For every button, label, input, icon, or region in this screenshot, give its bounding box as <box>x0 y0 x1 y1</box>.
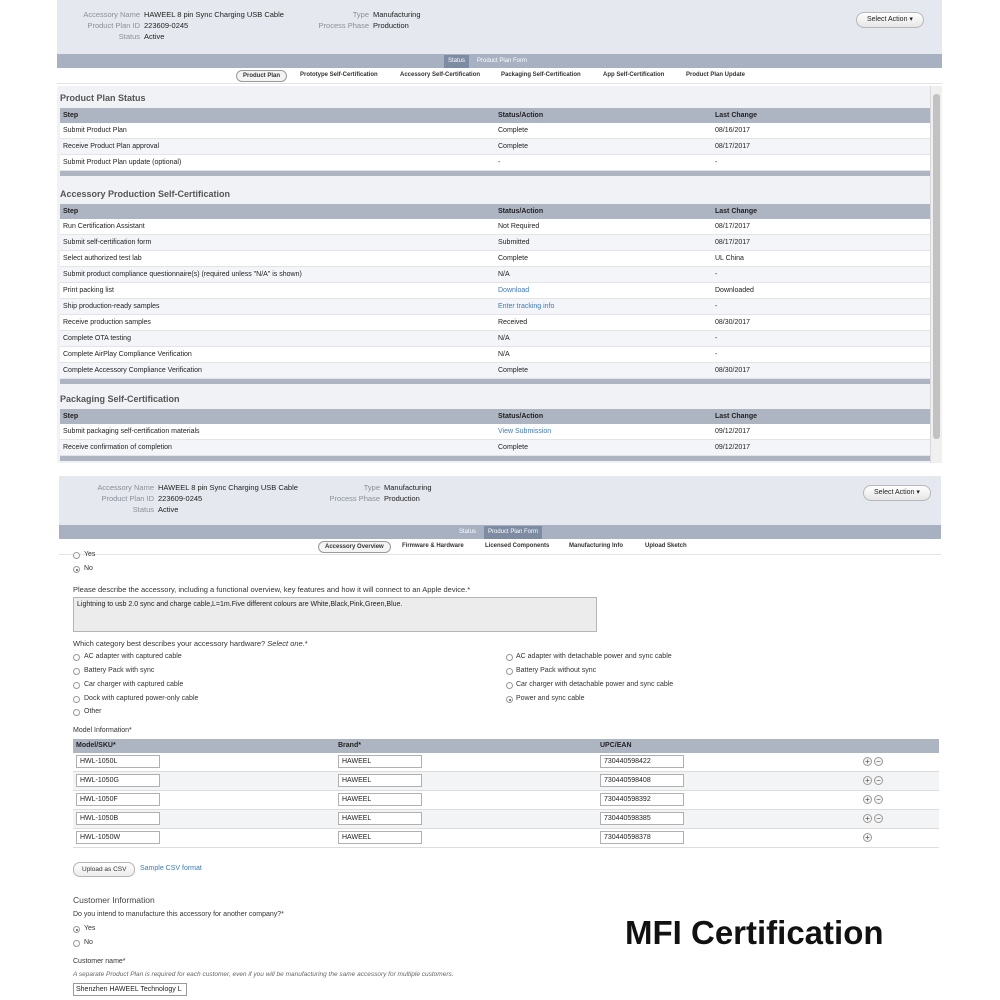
describe-textarea[interactable]: Lightning to usb 2.0 sync and charge cable,L=1m.Five different colours are White,Black,Pink,Green,Blue. <box>73 597 597 632</box>
brand-input[interactable]: HAWEEL <box>338 793 422 806</box>
table-row <box>73 772 939 791</box>
accessory-name-label: Accessory Name <box>83 10 140 19</box>
radio-category[interactable] <box>73 696 80 703</box>
section-title-production: Accessory Production Self-Certification <box>60 189 231 199</box>
subnav-product-plan[interactable]: Product Plan <box>236 70 287 82</box>
plus-icon[interactable]: + <box>863 757 872 766</box>
status-panel <box>57 0 942 463</box>
model-sku-input[interactable]: HWL-1050F <box>76 793 160 806</box>
model-sku-input[interactable]: HWL-1050G <box>76 774 160 787</box>
status-label: Status <box>132 505 154 514</box>
tab-status[interactable]: Status <box>444 55 469 68</box>
section-title-packaging: Packaging Self-Certification <box>60 394 180 404</box>
table-row: Ship production-ready samples Enter tracking info - <box>60 299 930 315</box>
type-value: Manufacturing <box>384 483 432 492</box>
subnav-licensed[interactable]: Licensed Components <box>485 543 550 549</box>
accessory-name-label: Accessory Name <box>97 483 154 492</box>
plan-id-label: Product Plan ID <box>87 21 140 30</box>
plus-icon[interactable]: + <box>863 776 872 785</box>
type-label: Type <box>363 483 380 492</box>
subnav <box>59 539 941 555</box>
table-row <box>73 829 939 848</box>
tab-status[interactable]: Status <box>459 529 477 535</box>
radio-category[interactable] <box>73 654 80 661</box>
tab-bar <box>59 525 941 539</box>
table-header: Model/SKU* Brand* UPC/EAN <box>73 739 939 753</box>
table-row <box>73 810 939 829</box>
brand-input[interactable]: HAWEEL <box>338 755 422 768</box>
customer-name-label: Customer name* <box>73 958 126 965</box>
minus-icon[interactable]: − <box>874 757 883 766</box>
table-row: Submit product compliance questionnaire(s) (required unless "N/A" is shown) N/A - <box>60 267 930 283</box>
accessory-name: HAWEEL 8 pin Sync Charging USB Cable <box>158 483 298 492</box>
scroll-thumb[interactable] <box>933 94 940 439</box>
radio-category[interactable] <box>506 668 513 675</box>
radio-category[interactable] <box>506 682 513 689</box>
table-row <box>73 791 939 810</box>
plus-icon[interactable]: + <box>863 833 872 842</box>
table-header: Step Status/Action Last Change <box>60 108 930 123</box>
model-sku-input[interactable]: HWL-1050W <box>76 831 160 844</box>
subnav-accessory[interactable]: Accessory Self-Certification <box>400 72 481 78</box>
table-row: Receive confirmation of completion Complete 09/12/2017 <box>60 440 930 456</box>
radio-category-selected[interactable] <box>506 696 513 703</box>
minus-icon[interactable]: − <box>874 814 883 823</box>
select-action-button[interactable]: Select Action ▾ <box>863 485 931 501</box>
table-row: Print packing list Download Downloaded <box>60 283 930 299</box>
table-row: Complete Accessory Compliance Verification Complete 08/30/2017 <box>60 363 930 379</box>
upc-input[interactable]: 730440598408 <box>600 774 684 787</box>
upload-csv-button[interactable]: Upload as CSV <box>73 862 135 877</box>
table-row: Submit self-certification form Submitted 08/17/2017 <box>60 235 930 251</box>
table-row: Submit Product Plan update (optional) - - <box>60 155 930 171</box>
product-plan-table <box>60 108 930 176</box>
table-row: Submit Product Plan Complete 08/16/2017 <box>60 123 930 139</box>
radio-no[interactable] <box>73 566 80 573</box>
phase-label: Process Phase <box>318 21 369 30</box>
plan-id: 223609-0245 <box>158 494 203 503</box>
radio-category[interactable] <box>73 668 80 675</box>
upc-input[interactable]: 730440598392 <box>600 793 684 806</box>
phase-value: Production <box>384 494 420 503</box>
select-action-button[interactable]: Select Action ▾ <box>856 12 924 28</box>
radio-category[interactable] <box>73 682 80 689</box>
brand-input[interactable]: HAWEEL <box>338 812 422 825</box>
subnav-app[interactable]: App Self-Certification <box>603 72 665 78</box>
status-value: Active <box>158 505 179 514</box>
status-content <box>57 86 930 463</box>
model-info-label: Model Information* <box>73 727 132 734</box>
type-label: Type <box>352 10 369 19</box>
tab-product-plan-form[interactable]: Product Plan Form <box>477 58 528 64</box>
table-header: Step Status/Action Last Change <box>60 204 930 219</box>
plan-id-label: Product Plan ID <box>101 494 154 503</box>
view-submission-link[interactable]: View Submission <box>498 428 552 435</box>
form-content: Yes No Please describe the accessory, including a functional overview, key features and how it will connect to an Apple device.* Lightning to usb 2.0 sync and charge cable,L=1m.Five different colours are White,Black,Pink,Green,Blue. Which category best describes your accessory hardware? Select one.* AC adapter with captured cable Battery Pack with sync Car charger with captured cable Dock with captured power-only cable Other AC adapter with detachable power and sync cable Battery Pack without sync Car charger with detachable power and sync cable Power and sync cable Model Information* Model/SKU* Brand* UPC/EAN HWL-1050L HAWEEL 730440598422 + − HWL-1050G HAWEEL 730440598408 + − HWL-1050F HAWEEL 730440598392 + − HWL-1050B HAWEEL 730440598385 + − HWL-1050W HAWEEL 730440598378 + Upload as CSV Sample CSV format Customer Information Do you intend to manufacture this accessory for another company?* Yes No Customer name* A separate Product Plan is required for each customer, even if you will be manufacturing the same accessory for multiple customers. Shenzhen HAWEEL Technology L <box>59 555 941 1000</box>
customer-question: Do you intend to manufacture this accessory for another company?* <box>73 911 284 918</box>
subnav-upload-sketch[interactable]: Upload Sketch <box>645 543 687 549</box>
plus-icon[interactable]: + <box>863 814 872 823</box>
table-row: Submit packaging self-certification materials View Submission 09/12/2017 <box>60 424 930 440</box>
subnav-firmware[interactable]: Firmware & Hardware <box>402 543 464 549</box>
brand-input[interactable]: HAWEEL <box>338 774 422 787</box>
section-title-product-plan: Product Plan Status <box>60 93 146 103</box>
table-row: Receive production samples Received 08/30/2017 <box>60 315 930 331</box>
accessory-name: HAWEEL 8 pin Sync Charging USB Cable <box>144 10 284 19</box>
packaging-table <box>60 409 930 461</box>
category-question: Which category best describes your accessory hardware? Select one.* <box>73 639 308 648</box>
table-row: Receive Product Plan approval Complete 08/17/2017 <box>60 139 930 155</box>
status-value: Active <box>144 32 165 41</box>
upc-input[interactable]: 730440598422 <box>600 755 684 768</box>
minus-icon[interactable]: − <box>874 795 883 804</box>
upc-input[interactable]: 730440598385 <box>600 812 684 825</box>
watermark-text: MFI Certification <box>625 914 884 951</box>
brand-input[interactable]: HAWEEL <box>338 831 422 844</box>
subnav <box>57 68 942 84</box>
status-scrollbar[interactable] <box>930 86 942 463</box>
download-link[interactable]: Download <box>498 287 530 294</box>
radio-category[interactable] <box>506 654 513 661</box>
production-table <box>60 204 930 384</box>
subnav-accessory-overview[interactable]: Accessory Overview <box>318 541 391 553</box>
tab-product-plan-form[interactable]: Product Plan Form <box>484 526 542 539</box>
minus-icon[interactable]: − <box>874 776 883 785</box>
table-row <box>73 753 939 772</box>
model-sku-input[interactable]: HWL-1050B <box>76 812 160 825</box>
customer-note: A separate Product Plan is required for each customer, even if you will be manufacturing the same accessory for multiple customers. <box>73 971 454 978</box>
describe-question: Please describe the accessory, including a functional overview, key features and how it will connect to an Apple device.* <box>73 585 471 594</box>
subnav-plan-update[interactable]: Product Plan Update <box>686 72 746 78</box>
radio-customer-yes[interactable] <box>73 926 80 933</box>
subnav-prototype[interactable]: Prototype Self-Certification <box>300 72 378 78</box>
tab-bar <box>57 54 942 68</box>
table-row: Run Certification Assistant Not Required 08/17/2017 <box>60 219 930 235</box>
model-sku-input[interactable]: HWL-1050L <box>76 755 160 768</box>
table-row: Complete OTA testing N/A - <box>60 331 930 347</box>
subnav-manufacturing[interactable]: Manufacturing Info <box>569 543 623 549</box>
status-label: Status <box>118 32 140 41</box>
tracking-info-link[interactable]: Enter tracking info <box>498 303 555 310</box>
sample-csv-link[interactable]: Sample CSV format <box>140 865 202 872</box>
customer-info-title: Customer Information <box>73 895 155 905</box>
customer-name-input[interactable]: Shenzhen HAWEEL Technology L <box>73 983 187 996</box>
plus-icon[interactable]: + <box>863 795 872 804</box>
radio-yes[interactable] <box>73 552 80 559</box>
plan-header <box>57 0 942 54</box>
upc-input[interactable]: 730440598378 <box>600 831 684 844</box>
table-row: Select authorized test lab Complete UL China <box>60 251 930 267</box>
type-value: Manufacturing <box>373 10 421 19</box>
plan-header-2 <box>59 476 941 525</box>
phase-value: Production <box>373 21 409 30</box>
phase-label: Process Phase <box>329 494 380 503</box>
radio-category[interactable] <box>73 709 80 716</box>
subnav-packaging[interactable]: Packaging Self-Certification <box>501 72 581 78</box>
table-row: Complete AirPlay Compliance Verification N/A - <box>60 347 930 363</box>
table-header: Step Status/Action Last Change <box>60 409 930 424</box>
radio-customer-no[interactable] <box>73 940 80 947</box>
plan-id: 223609-0245 <box>144 21 189 30</box>
model-table <box>73 739 939 848</box>
